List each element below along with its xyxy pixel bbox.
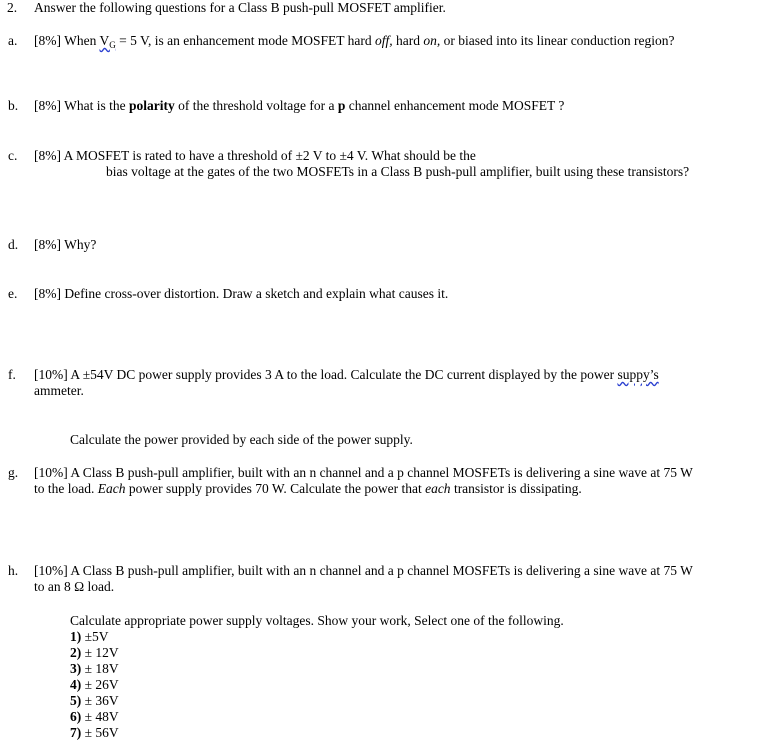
item-f-line3: Calculate the power provided by each side of the power supply. [70, 432, 413, 447]
item-e-text: [8%] Define cross-over distortion. Draw a sketch and explain what causes it. [34, 286, 449, 301]
item-f-line2: ammeter. [34, 383, 84, 398]
item-label-f: f. [8, 367, 16, 382]
option-6: 6) ± 48V [70, 709, 119, 724]
option-7: 7) ± 56V [70, 725, 119, 740]
question-number: 2. [7, 0, 18, 15]
item-label-b: b. [8, 98, 19, 113]
item-f-line1: [10%] A ±54V DC power supply provides 3 A to the load. Calculate the DC current displayed by the power suppy’s [34, 367, 659, 382]
item-label-d: d. [8, 237, 19, 252]
item-h-line3: Calculate appropriate power supply voltages. Show your work, Select one of the following. [70, 613, 564, 628]
item-c-line2: bias voltage at the gates of the two MOSFETs in a Class B push-pull amplifier, built using these transistors? [106, 164, 690, 179]
option-3: 3) ± 18V [70, 661, 119, 676]
option-1: 1) ±5V [70, 629, 109, 644]
question-title: Answer the following questions for a Class B push-pull MOSFET amplifier. [34, 0, 446, 15]
item-label-h: h. [8, 563, 19, 578]
item-label-c: c. [8, 148, 18, 163]
misspelled-word: suppy’s [617, 367, 659, 382]
item-b-text: [8%] What is the polarity of the threshold voltage for a p channel enhancement mode MOSFET ? [34, 98, 565, 113]
item-d-text: [8%] Why? [34, 237, 97, 252]
item-g-line1: [10%] A Class B push-pull amplifier, built with an n channel and a p channel MOSFETs is delivering a sine wave at 75 W [34, 465, 693, 480]
item-c-line1: [8%] A MOSFET is rated to have a threshold of ±2 V to ±4 V. What should be the [34, 148, 476, 163]
item-label-a: a. [8, 33, 18, 48]
item-a-text: [8%] When $V_G = 5$ V, is an enhancement mode MOSFET hard off, hard on, or biased into its linear conduction region? [34, 33, 675, 50]
option-4: 4) ± 26V [70, 677, 119, 692]
vg-symbol: $V_G$ [99, 33, 116, 50]
item-h-line1: [10%] A Class B push-pull amplifier, built with an n channel and a p channel MOSFETs is delivering a sine wave at 75 W [34, 563, 693, 578]
option-5: 5) ± 36V [70, 693, 119, 708]
item-h-line2: to an 8 Ω load. [34, 579, 115, 594]
item-g-line2: to the load. Each power supply provides 70 W. Calculate the power that each transistor is dissipating. [34, 481, 582, 496]
item-label-e: e. [8, 286, 18, 301]
option-2: 2) ± 12V [70, 645, 119, 660]
item-label-g: g. [8, 465, 19, 480]
